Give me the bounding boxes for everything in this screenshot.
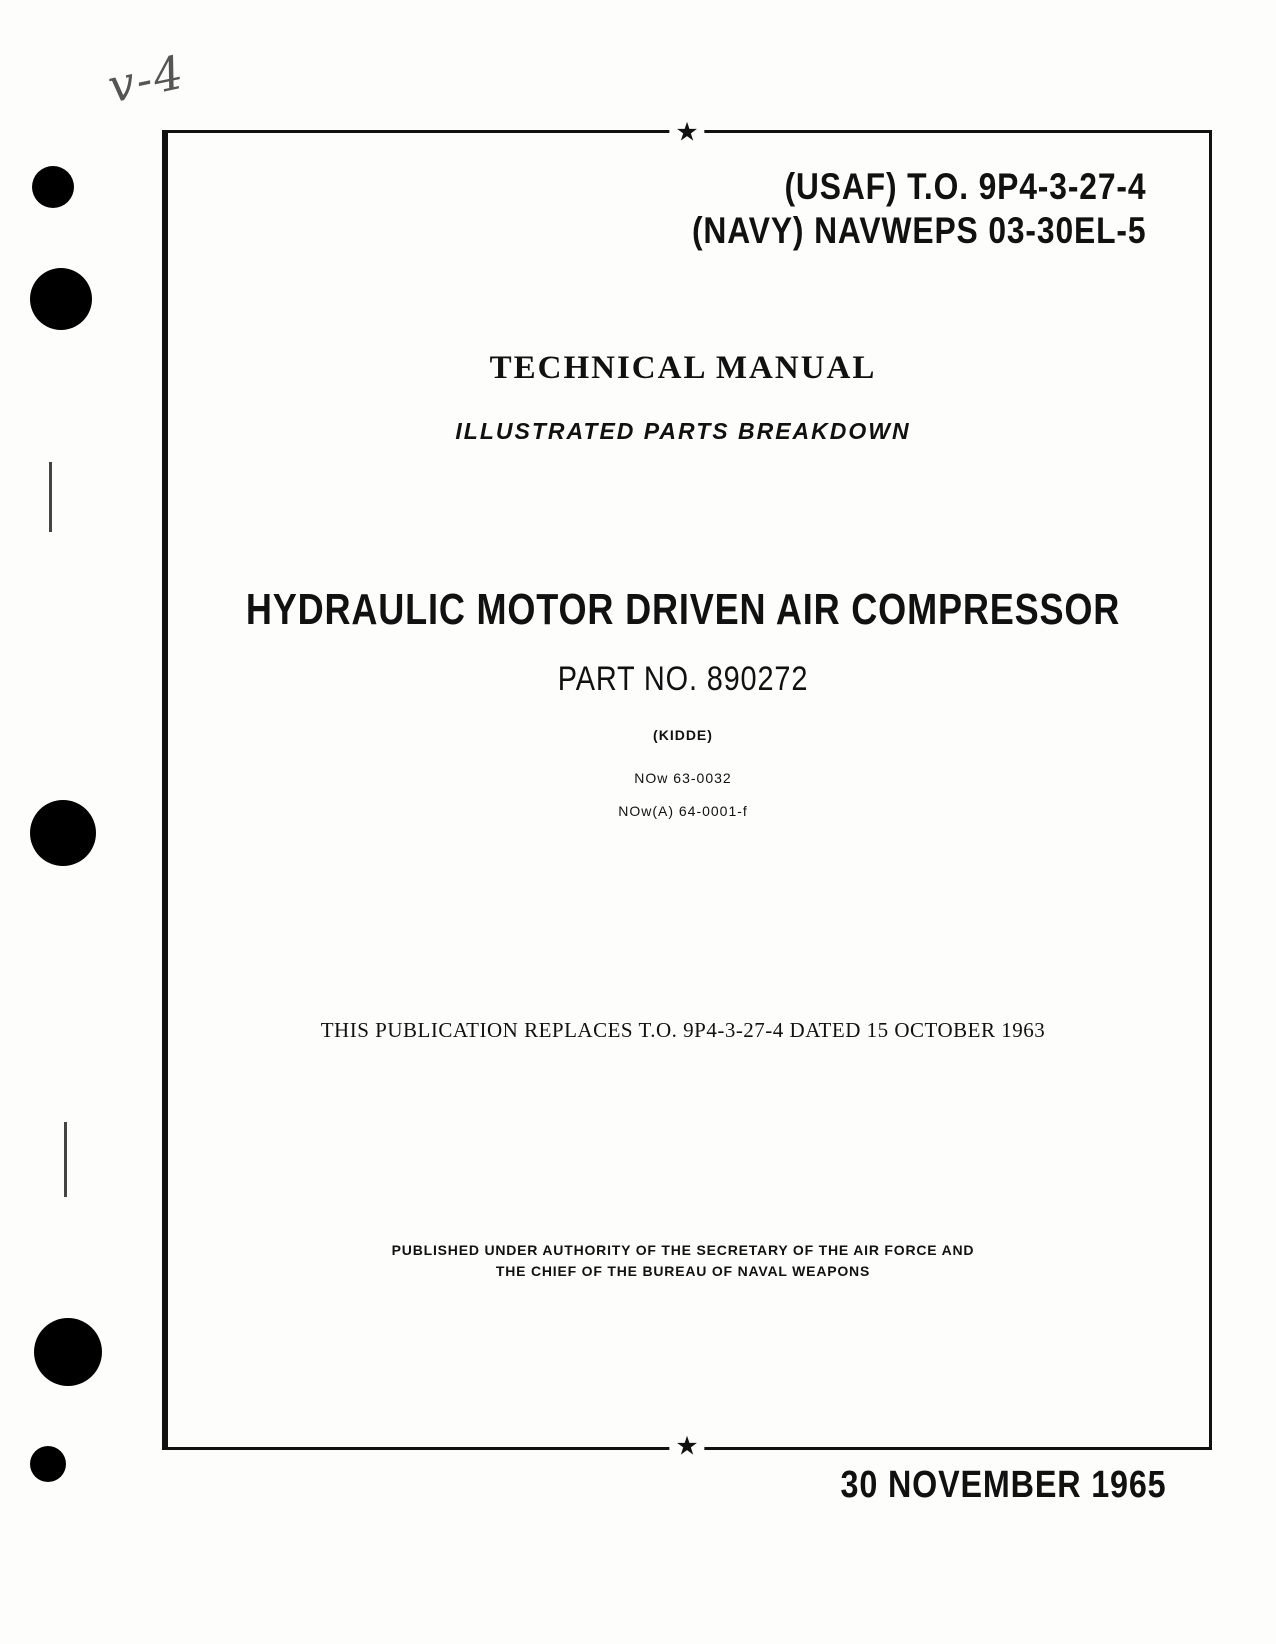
manual-type-heading: TECHNICAL MANUAL (489, 350, 877, 386)
manufacturer: (KIDDE) (653, 727, 713, 743)
document-identifiers (692, 165, 1146, 253)
manual-subtitle: ILLUSTRATED PARTS BREAKDOWN (455, 418, 911, 444)
contract-number-2: NOw(A) 64-0001-f (618, 803, 748, 819)
publication-date: 30 NOVEMBER 1965 (840, 1464, 1166, 1506)
star-icon: ★ (669, 1433, 704, 1459)
supersedes-notice: THIS PUBLICATION REPLACES T.O. 9P4-3-27-4 DATED 15 OCTOBER 1963 (320, 1018, 1046, 1042)
punch-hole-4 (34, 1318, 102, 1386)
authority-line-1: PUBLISHED UNDER AUTHORITY OF THE SECRETARY OF THE AIR FORCE AND (391, 1242, 975, 1258)
star-icon: ★ (669, 119, 704, 145)
scan-mark (49, 462, 52, 532)
navy-navweps-number: (NAVY) NAVWEPS 03-30EL-5 (691, 210, 1146, 251)
equipment-title: HYDRAULIC MOTOR DRIVEN AIR COMPRESSOR (245, 585, 1121, 634)
punch-hole-2 (30, 268, 92, 330)
part-number: PART NO. 890272 (557, 660, 809, 698)
scan-mark (64, 1122, 67, 1197)
punch-hole-5 (30, 1446, 66, 1482)
handwritten-note: v-4 (103, 44, 190, 114)
punch-hole-1 (32, 166, 74, 208)
authority-statement (0, 1240, 1276, 1282)
contract-number-1: NOw 63-0032 (634, 770, 732, 786)
usaf-to-number: (USAF) T.O. 9P4-3-27-4 (784, 166, 1146, 207)
authority-line-2: THE CHIEF OF THE BUREAU OF NAVAL WEAPONS (495, 1263, 871, 1279)
